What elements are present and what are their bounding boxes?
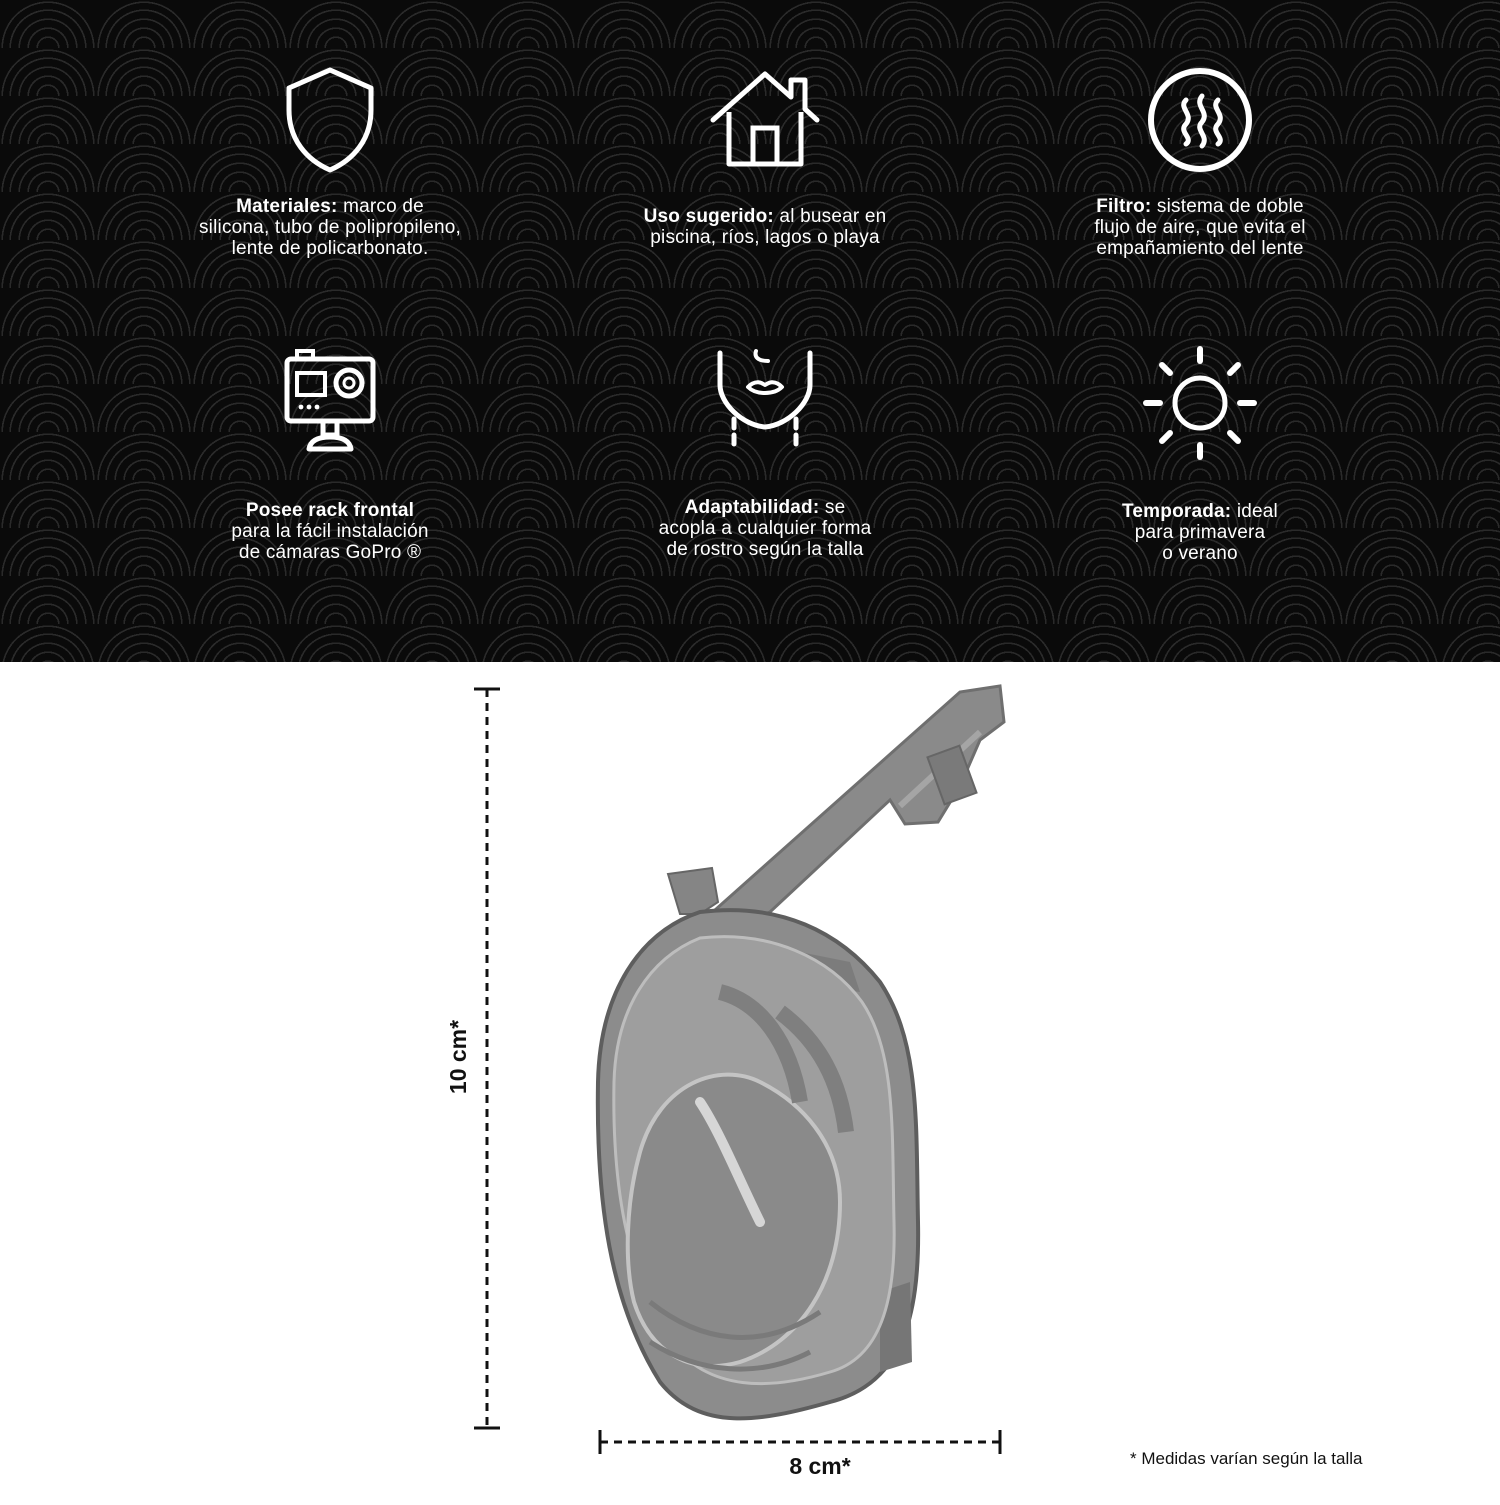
feature-filtro (1040, 64, 1360, 259)
house-icon (705, 64, 825, 176)
size-note: * Medidas varían según la talla (1130, 1449, 1363, 1468)
height-dimension-line (474, 689, 500, 1428)
width-label: 8 cm* (789, 1453, 851, 1479)
feature-rack-frontal (170, 345, 490, 563)
product-illustration (0, 662, 1500, 1500)
air-flow-icon (1144, 64, 1256, 176)
feature-temporada-text: Temporada: ideal para primavera o verano (1122, 501, 1278, 564)
width-dimension-line (600, 1430, 1000, 1454)
feature-filtro-text: Filtro: sistema de doble flujo de aire, que evita el empañamiento del lente (1094, 196, 1306, 259)
height-label: 10 cm* (445, 1019, 471, 1095)
feature-temporada (1040, 345, 1360, 564)
face-icon (710, 345, 820, 455)
feature-materiales (170, 64, 490, 259)
shield-icon (275, 64, 385, 176)
product-section (0, 662, 1500, 1500)
feature-rack-text: Posee rack frontal para la fácil instalación de cámaras GoPro ® (231, 500, 429, 563)
features-panel (0, 0, 1500, 662)
snorkel-mask (598, 686, 1004, 1418)
sun-icon (1142, 345, 1258, 461)
feature-adaptabilidad (605, 345, 925, 560)
feature-uso-text: Uso sugerido: al busear en piscina, ríos, lagos o playa (643, 206, 887, 248)
feature-uso-sugerido (605, 64, 925, 248)
action-camera-icon (275, 345, 385, 455)
feature-materiales-text: Materiales: marco de silicona, tubo de polipropileno, lente de policarbonato. (198, 196, 462, 259)
feature-adaptabilidad-text: Adaptabilidad: se acopla a cualquier forma de rostro según la talla (658, 497, 872, 560)
